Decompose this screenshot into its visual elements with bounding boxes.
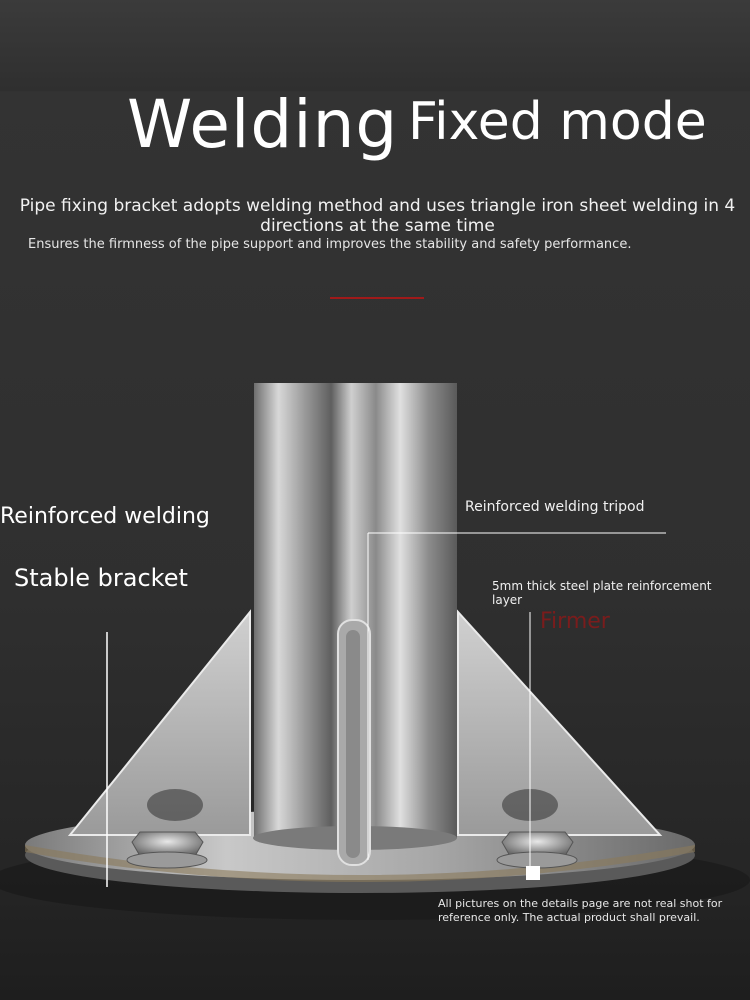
callout-welding-tripod: Reinforced welding tripod [465, 499, 645, 515]
description-main: Pipe fixing bracket adopts welding method and uses triangle iron sheet welding in 4 directions at the same time [19, 196, 736, 236]
disclaimer-text: All pictures on the details page are not real shot for reference only. The actual product shall prevail. [438, 897, 723, 924]
title-welding: Welding [127, 86, 399, 163]
callout-firmer: Firmer [540, 609, 610, 634]
callout-steel-plate: 5mm thick steel plate reinforcement layer [492, 579, 712, 607]
title-fixed-mode: Fixed mode [408, 92, 707, 152]
callout-stable-bracket: Stable bracket [14, 564, 188, 592]
callout-marker [526, 866, 540, 880]
description-sub: Ensures the firmness of the pipe support and improves the stability and safety performance. [28, 237, 632, 252]
callout-reinforced-welding: Reinforced welding [0, 504, 210, 529]
